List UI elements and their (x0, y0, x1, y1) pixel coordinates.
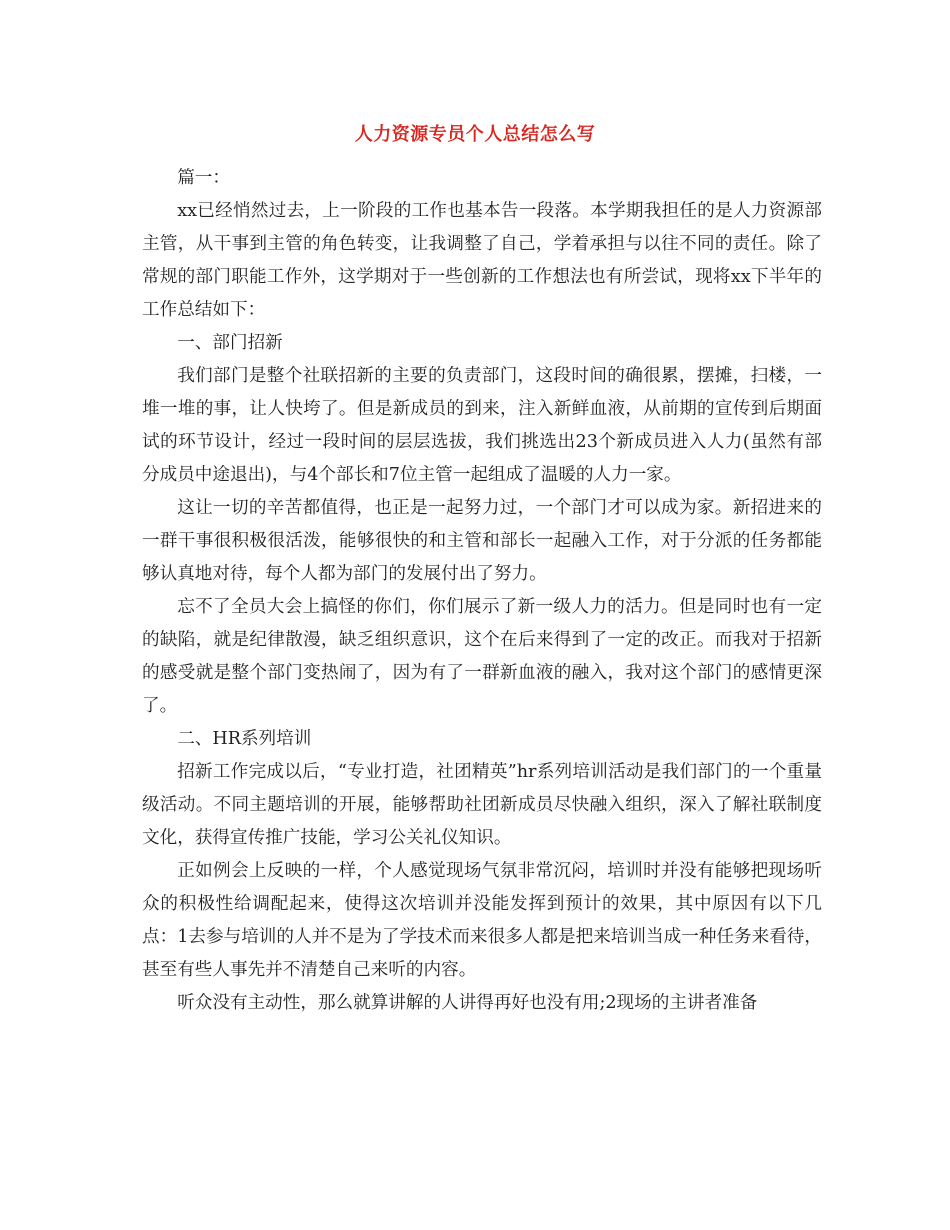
section-label: 篇一： (177, 168, 230, 188)
body-paragraph: xx已经悄然过去，上一阶段的工作也基本告一段落。本学期我担任的是人力资源部主管，从干事到主管的角色转变，让我调整了自己，学着承担与以往不同的责任。除了常规的部门职能工作外，这学期对于一些创新的工作想法也有所尝试，现将xx下半年的工作总结如下： (142, 201, 822, 320)
body-paragraph: 听众没有主动性，那么就算讲解的人讲得再好也没有用;2现场的主讲者准备 (177, 993, 758, 1013)
document-title: 人力资源专员个人总结怎么写 (354, 124, 596, 145)
section-heading: 二、HR系列培训 (177, 729, 312, 749)
document-body (142, 162, 822, 1020)
body-paragraph: 招新工作完成以后，“专业打造，社团精英”hr系列培训活动是我们部门的一个重量级活动。不同主题培训的开展，能够帮助社团新成员尽快融入组织，深入了解社联制度文化，获得宣传推广技能，学习公关礼仪知识。 (142, 762, 822, 848)
body-paragraph: 这让一切的辛苦都值得，也正是一起努力过，一个部门才可以成为家。新招进来的一群干事很积极很活泼，能够很快的和主管和部长一起融入工作，对于分派的任务都能够认真地对待，每个人都为部门的发展付出了努力。 (142, 498, 822, 584)
body-paragraph: 忘不了全员大会上搞怪的你们，你们展示了新一级人力的活力。但是同时也有一定的缺陷，就是纪律散漫，缺乏组织意识，这个在后来得到了一定的改正。而我对于招新的感受就是整个部门变热闹了，因为有了一群新血液的融入，我对这个部门的感情更深了。 (142, 597, 822, 716)
section-heading: 一、部门招新 (177, 333, 283, 353)
body-paragraph: 正如例会上反映的一样，个人感觉现场气氛非常沉闷，培训时并没有能够把现场听众的积极性给调配起来，使得这次培训并没能发挥到预计的效果，其中原因有以下几点：1去参与培训的人并不是为了学技术而来很多人都是把来培训当成一种任务来看待，甚至有些人事先并不清楚自己来听的内容。 (142, 861, 822, 980)
body-paragraph: 我们部门是整个社联招新的主要的负责部门，这段时间的确很累，摆摊，扫楼，一堆一堆的事，让人快垮了。但是新成员的到来，注入新鲜血液，从前期的宣传到后期面试的环节设计，经过一段时间的层层选拔，我们挑选出23个新成员进入人力(虽然有部分成员中途退出)，与4个部长和7位主管一起组成了温暖的人力一家。 (142, 366, 822, 485)
